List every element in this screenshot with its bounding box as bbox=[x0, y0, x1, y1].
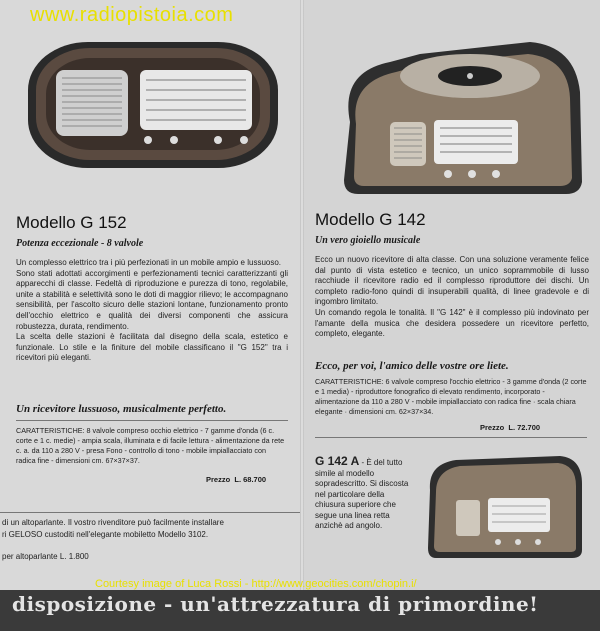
g152-price bbox=[206, 475, 266, 484]
g142-price-value: L. 72.700 bbox=[508, 423, 541, 432]
accessory-line-3: per altoparlante L. 1.800 bbox=[2, 552, 89, 561]
g152-tagline: Un ricevitore lussuoso, musicalmente perfetto. bbox=[16, 403, 227, 415]
radio-g152-photo bbox=[22, 36, 284, 176]
watermark-site: www.radiopistoia.com bbox=[30, 4, 234, 26]
g142a-text: - È del tutto simile al modello sopradescritto. Si discosta nel particolare della chiusura superiore che segue una linea retta anzichè ad angolo. bbox=[315, 458, 409, 530]
g142-paragraph-1: Ecco un nuovo ricevitore di alta classe. Con una soluzione veramente felice dal punto di vista estetico e tecnico, un unico soprammobile di lusso racchiude il ricevitore radio ed il complesso riproduttore dei dischi. Un completo radio-fono quindi di insuperabili qualità, di linee gradevole e di ingombro limitato. bbox=[315, 255, 589, 307]
g152-price-label: Prezzo bbox=[206, 475, 231, 484]
bottom-divider bbox=[0, 512, 300, 513]
g142-tagline: Ecco, per voi, l'amico delle vostre ore liete. bbox=[315, 360, 509, 372]
g142-subtitle: Un vero gioiello musicale bbox=[315, 235, 421, 246]
accessory-note bbox=[2, 517, 298, 563]
g142a-title: G 142 A bbox=[315, 454, 360, 468]
g152-description bbox=[16, 258, 288, 364]
g142-divider bbox=[315, 437, 587, 438]
g142-price bbox=[480, 423, 540, 432]
g152-divider bbox=[16, 420, 288, 421]
g152-subtitle: Potenza eccezionale - 8 valvole bbox=[16, 238, 144, 249]
g142a-note bbox=[315, 456, 413, 532]
g142-description bbox=[315, 255, 589, 340]
page-fold bbox=[300, 0, 304, 590]
g152-specs: CARATTERISTICHE: 8 valvole compreso occhio elettrico - 7 gamme d'onda (6 c. corte e 1 c. medie) - ampia scala, illuminata e di facile lettura - alimentazione da rete c. a. da 110 a 280 V - presa Fono - controllo di tono - mobile impiallacciato con radica fine - dimensioni cm. 67×37×37. bbox=[16, 426, 285, 465]
g142-price-label: Prezzo bbox=[480, 423, 505, 432]
g152-paragraph-3: La scelta delle stazioni è facilitata dal disegno della scala, estetico e funzionale. Lo stile e la finiture del mobile classificano il "G 152" tra i ricevitori più eleganti. bbox=[16, 332, 288, 363]
accessory-line-2: ri GELOSO custoditi nell'elegante mobiletto Modello 3102. bbox=[2, 530, 209, 539]
radio-g142a-photo bbox=[420, 450, 588, 562]
g142-specs: CARATTERISTICHE: 6 valvole compreso l'occhio elettrico - 3 gamme d'onda (2 corte e 1 media) - riproduttore fonografico di elevato rendimento, incorporato - alimentazione da 110 a 280 V - mobile impiallacciato con radica fine · scala chiara elegante · dimensioni cm. 62×37×34. bbox=[315, 377, 587, 416]
watermark-credit: Courtesy image of Luca Rossi - http://www.geocities.com/chopin.i/ bbox=[95, 578, 417, 590]
g152-paragraph-2: Sono stati adottati accorgimenti e perfezionamenti tecnici caratterizzanti gli apparecchi di classe. Fedeltà di riproduzione e purezza di tono, regolabile, unite a stabilità e selettività sono le doti di maggior rilievo; le accompagnano sensibilità, per l'ascolto sicuro delle stazioni lontane, funzionamento pronto dell'occhio elettrico e qualità dei diversi componenti che assicura robustezza, durata, rendimento. bbox=[16, 268, 288, 331]
accessory-line-1: di un altoparlante. Il vostro rivenditore può facilmente installare bbox=[2, 518, 224, 527]
radio-g142-photo bbox=[330, 32, 592, 202]
banner-text: disposizione - un'attrezzatura di primordine! bbox=[12, 592, 539, 616]
g142-title: Modello G 142 bbox=[315, 210, 426, 229]
g152-price-value: L. 68.700 bbox=[234, 475, 267, 484]
g142-paragraph-2: Un comando regola le tonalità. Il "G 142" è il complesso più indovinato per l'amante della musica che desidera possedere un ricevitore perfetto, completo, elegante. bbox=[315, 307, 589, 339]
g152-paragraph-1: Un complesso elettrico tra i più perfezionati in un mobile ampio e lussuoso. bbox=[16, 258, 282, 267]
g152-title: Modello G 152 bbox=[16, 213, 127, 232]
